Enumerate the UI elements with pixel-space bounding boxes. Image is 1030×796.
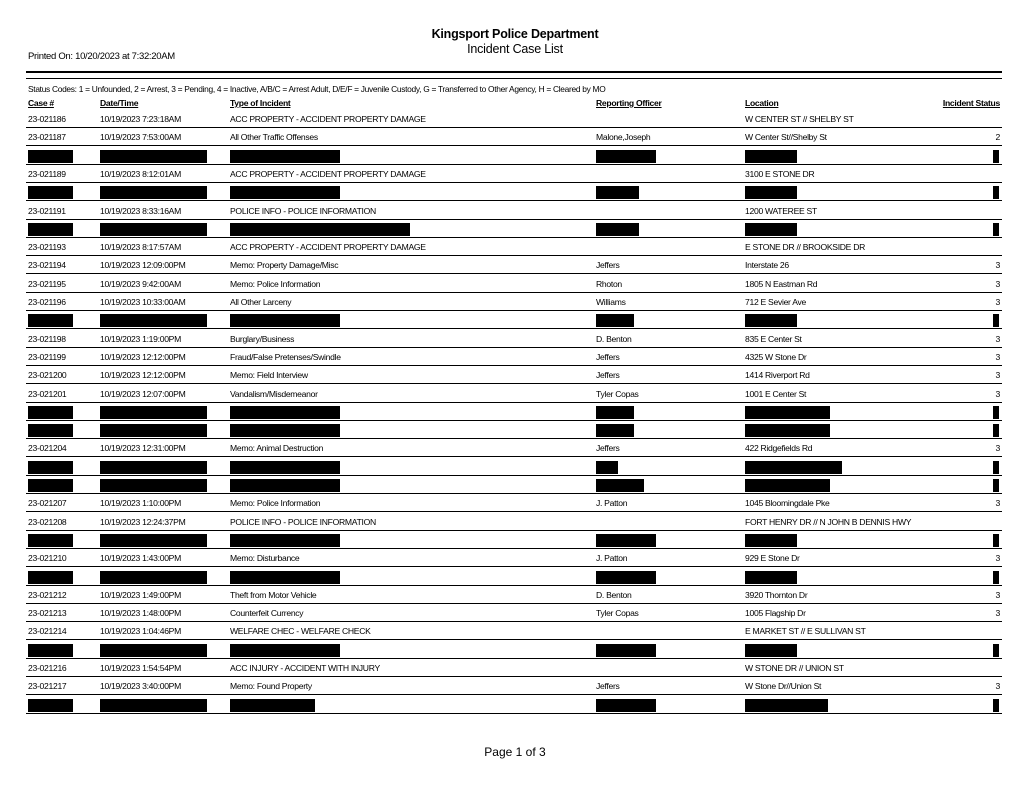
incident-type: All Other Larceny — [230, 297, 292, 307]
incident-datetime: 10/19/2023 3:40:00PM — [100, 681, 181, 692]
incident-status: 3 — [995, 681, 1000, 692]
incident-datetime: 10/19/2023 1:43:00PM — [100, 553, 181, 564]
table-row — [0, 128, 1030, 146]
redaction-bar — [230, 479, 340, 492]
incident-location: 3920 Thornton Dr — [745, 589, 808, 600]
redacted-row — [0, 458, 1030, 476]
redaction-bar — [993, 424, 999, 437]
redaction-bar — [745, 150, 797, 163]
table-row — [0, 659, 1030, 677]
column-header-datetime: Date/Time — [100, 98, 139, 108]
reporting-officer: Malone,Joseph — [596, 132, 651, 143]
redaction-bar — [745, 223, 797, 236]
incident-type: WELFARE CHEC - WELFARE CHECK — [230, 626, 371, 637]
redaction-bar — [745, 424, 830, 437]
redaction-bar — [993, 186, 999, 199]
redaction-bar — [28, 479, 73, 492]
case-number: 23-021195 — [28, 278, 66, 289]
incident-datetime: 10/19/2023 8:17:57AM — [100, 242, 181, 253]
table-row — [0, 165, 1030, 183]
incident-status: 3 — [995, 297, 1000, 307]
redacted-row — [0, 421, 1030, 439]
redaction-bar — [745, 534, 797, 547]
incident-location: E MARKET ST // E SULLIVAN ST — [745, 626, 866, 637]
table-row — [0, 439, 1030, 457]
redaction-bar — [28, 461, 73, 474]
redaction-bar — [993, 406, 999, 419]
redaction-bar — [230, 699, 315, 712]
redaction-bar — [745, 479, 830, 492]
redaction-bar — [100, 424, 207, 437]
redaction-bar — [28, 150, 73, 163]
incident-location: 835 E Center St — [745, 333, 802, 344]
department-title: Kingsport Police Department — [431, 27, 599, 41]
redaction-bar — [596, 534, 656, 547]
redaction-bar — [993, 223, 999, 236]
reporting-officer: Jeffers — [596, 681, 620, 692]
incident-location: 1045 Bloomingdale Pke — [745, 498, 830, 509]
incident-type: Memo: Disturbance — [230, 553, 300, 564]
redaction-bar — [230, 186, 340, 199]
incident-datetime: 10/19/2023 1:04:46PM — [100, 626, 181, 637]
incident-datetime: 10/19/2023 10:33:00AM — [100, 297, 186, 307]
incident-location: W CENTER ST // SHELBY ST — [745, 114, 854, 124]
redaction-bar — [28, 223, 73, 236]
redaction-bar — [28, 424, 73, 437]
reporting-officer: Jeffers — [596, 443, 620, 454]
redaction-bar — [28, 534, 73, 547]
redaction-bar — [100, 223, 207, 236]
incident-type: All Other Traffic Offenses — [230, 132, 318, 143]
incident-type: ACC INJURY - ACCIDENT WITH INJURY — [230, 663, 380, 673]
column-header-officer: Reporting Officer — [596, 98, 662, 108]
incident-datetime: 10/19/2023 8:12:01AM — [100, 168, 181, 179]
header-rule-thin — [26, 78, 1002, 79]
incident-datetime: 10/19/2023 7:53:00AM — [100, 132, 181, 143]
redaction-bar — [745, 461, 842, 474]
incident-status: 3 — [995, 260, 1000, 271]
case-number: 23-021193 — [28, 242, 66, 253]
redacted-row — [0, 147, 1030, 165]
table-row — [0, 275, 1030, 293]
incident-status: 3 — [995, 589, 1000, 600]
incident-datetime: 10/19/2023 1:48:00PM — [100, 608, 181, 619]
reporting-officer: J. Patton — [596, 498, 628, 509]
redaction-bar — [100, 699, 207, 712]
case-number: 23-021187 — [28, 132, 66, 143]
redaction-bar — [596, 644, 656, 657]
incident-datetime: 10/19/2023 12:12:00PM — [100, 370, 186, 381]
redaction-bar — [28, 571, 73, 584]
column-header-case: Case # — [28, 98, 54, 108]
header-rule-thick — [26, 71, 1002, 73]
incident-status: 3 — [995, 498, 1000, 509]
incident-location: W STONE DR // UNION ST — [745, 663, 844, 673]
table-row — [0, 330, 1030, 348]
redaction-bar — [596, 186, 639, 199]
incident-type: Memo: Police Information — [230, 498, 321, 509]
redaction-bar — [100, 479, 207, 492]
incident-datetime: 10/19/2023 9:42:00AM — [100, 278, 181, 289]
incident-type: ACC PROPERTY - ACCIDENT PROPERTY DAMAGE — [230, 242, 426, 253]
case-number: 23-021213 — [28, 608, 67, 619]
incident-location: 712 E Sevier Ave — [745, 297, 806, 307]
case-number: 23-021214 — [28, 626, 67, 637]
redaction-bar — [28, 406, 73, 419]
incident-location: W Stone Dr//Union St — [745, 681, 822, 692]
column-header-type: Type of Incident — [230, 98, 291, 108]
redaction-bar — [230, 424, 340, 437]
incident-datetime: 10/19/2023 12:24:37PM — [100, 516, 186, 527]
table-row — [0, 604, 1030, 622]
redaction-bar — [100, 571, 207, 584]
case-number: 23-021201 — [28, 388, 67, 399]
redacted-row — [0, 220, 1030, 238]
column-header-location: Location — [745, 98, 779, 108]
incident-datetime: 10/19/2023 8:33:16AM — [100, 205, 181, 216]
redaction-bar — [745, 699, 828, 712]
redaction-bar — [100, 406, 207, 419]
redaction-bar — [596, 406, 634, 419]
redaction-bar — [596, 314, 634, 327]
table-row — [0, 622, 1030, 640]
redaction-bar — [745, 571, 797, 584]
incident-datetime: 10/19/2023 12:09:00PM — [100, 260, 186, 271]
redaction-bar — [230, 571, 340, 584]
redaction-bar — [28, 314, 73, 327]
reporting-officer: Rhoton — [596, 278, 622, 289]
redaction-bar — [100, 186, 207, 199]
incident-status: 3 — [995, 351, 1000, 362]
redaction-bar — [745, 406, 830, 419]
incident-status: 3 — [995, 370, 1000, 381]
redaction-bar — [230, 534, 340, 547]
redaction-bar — [230, 314, 340, 327]
incident-type: Burglary/Business — [230, 333, 295, 344]
redaction-bar — [745, 186, 797, 199]
incident-type: Memo: Police Information — [230, 278, 321, 289]
reporting-officer: D. Benton — [596, 333, 632, 344]
redaction-bar — [230, 150, 340, 163]
redacted-row — [0, 476, 1030, 494]
row-divider — [26, 713, 1002, 714]
case-number: 23-021194 — [28, 260, 66, 271]
incident-type: POLICE INFO - POLICE INFORMATION — [230, 205, 376, 216]
redaction-bar — [230, 644, 340, 657]
table-row — [0, 238, 1030, 256]
reporting-officer: J. Patton — [596, 553, 628, 564]
table-row — [0, 494, 1030, 512]
case-number: 23-021186 — [28, 114, 66, 124]
case-number: 23-021196 — [28, 297, 66, 307]
table-row — [0, 110, 1030, 128]
redaction-bar — [28, 644, 73, 657]
incident-datetime: 10/19/2023 7:23:18AM — [100, 114, 181, 124]
redaction-bar — [993, 314, 999, 327]
case-number: 23-021189 — [28, 168, 66, 179]
case-number: 23-021208 — [28, 516, 67, 527]
incident-location: 1414 Riverport Rd — [745, 370, 810, 381]
case-number: 23-021212 — [28, 589, 67, 600]
redaction-bar — [230, 223, 410, 236]
incident-location: FORT HENRY DR // N JOHN B DENNIS HWY — [745, 516, 912, 527]
table-row — [0, 385, 1030, 403]
case-number: 23-021216 — [28, 663, 67, 673]
incident-status: 3 — [995, 443, 1000, 454]
redaction-bar — [100, 534, 207, 547]
redaction-bar — [596, 699, 656, 712]
table-row — [0, 513, 1030, 531]
incident-location: 4325 W Stone Dr — [745, 351, 807, 362]
incident-datetime: 10/19/2023 12:31:00PM — [100, 443, 186, 454]
reporting-officer: Williams — [596, 297, 626, 307]
incident-type: ACC PROPERTY - ACCIDENT PROPERTY DAMAGE — [230, 168, 426, 179]
case-number: 23-021199 — [28, 351, 66, 362]
incident-datetime: 10/19/2023 1:19:00PM — [100, 333, 181, 344]
status-codes-legend: Status Codes: 1 = Unfounded, 2 = Arrest, 3 = Pending, 4 = Inactive, A/B/C = Arrest Adult, D/E/F = Juvenile Custody, G = Transferred to Other Agency, H = Cleared by MO — [28, 84, 606, 94]
incident-location: 422 Ridgefields Rd — [745, 443, 813, 454]
incident-datetime: 10/19/2023 12:12:00PM — [100, 351, 186, 362]
incident-location: 1005 Flagship Dr — [745, 608, 806, 619]
table-row — [0, 586, 1030, 604]
redacted-row — [0, 696, 1030, 714]
incident-status: 3 — [995, 333, 1000, 344]
incident-status: 2 — [995, 132, 1000, 143]
case-number: 23-021198 — [28, 333, 66, 344]
redaction-bar — [100, 461, 207, 474]
redacted-row — [0, 311, 1030, 329]
incident-status: 3 — [995, 278, 1000, 289]
redaction-bar — [745, 644, 797, 657]
reporting-officer: Jeffers — [596, 370, 620, 381]
incident-type: Memo: Field Interview — [230, 370, 308, 381]
incident-location: 1200 WATEREE ST — [745, 205, 817, 216]
redacted-row — [0, 403, 1030, 421]
incident-datetime: 10/19/2023 1:10:00PM — [100, 498, 181, 509]
redaction-bar — [993, 461, 999, 474]
incident-datetime: 10/19/2023 1:49:00PM — [100, 589, 181, 600]
case-number: 23-021191 — [28, 205, 66, 216]
column-header-status: Incident Status — [942, 98, 1000, 108]
incident-datetime: 10/19/2023 1:54:54PM — [100, 663, 181, 673]
incident-type: Vandalism/Misdemeanor — [230, 388, 318, 399]
redaction-bar — [596, 223, 639, 236]
redaction-bar — [100, 150, 207, 163]
redaction-bar — [100, 644, 207, 657]
reporting-officer: Tyler Copas — [596, 388, 639, 399]
redaction-bar — [993, 644, 999, 657]
redaction-bar — [100, 314, 207, 327]
case-number: 23-021200 — [28, 370, 67, 381]
case-number: 23-021204 — [28, 443, 67, 454]
redaction-bar — [28, 699, 73, 712]
page-number: Page 1 of 3 — [484, 745, 546, 759]
redaction-bar — [993, 571, 999, 584]
incident-status: 3 — [995, 608, 1000, 619]
reporting-officer: Tyler Copas — [596, 608, 639, 619]
redaction-bar — [993, 150, 999, 163]
incident-location: 929 E Stone Dr — [745, 553, 800, 564]
case-number: 23-021217 — [28, 681, 67, 692]
redacted-row — [0, 641, 1030, 659]
incident-location: W Center St//Shelby St — [745, 132, 827, 143]
table-row — [0, 348, 1030, 366]
table-row — [0, 293, 1030, 311]
case-number: 23-021210 — [28, 553, 67, 564]
redacted-row — [0, 568, 1030, 586]
incident-type: Memo: Found Property — [230, 681, 312, 692]
incident-status: 3 — [995, 388, 1000, 399]
incident-type: Memo: Animal Destruction — [230, 443, 324, 454]
incident-type: Theft from Motor Vehicle — [230, 589, 317, 600]
redaction-bar — [596, 461, 618, 474]
redaction-bar — [596, 150, 656, 163]
redaction-bar — [993, 699, 999, 712]
redaction-bar — [230, 461, 340, 474]
incident-type: Fraud/False Pretenses/Swindle — [230, 351, 341, 362]
incident-location: E STONE DR // BROOKSIDE DR — [745, 242, 866, 253]
table-row — [0, 366, 1030, 384]
printed-on-timestamp: Printed On: 10/20/2023 at 7:32:20AM — [28, 51, 175, 62]
incident-type: Counterfeit Currency — [230, 608, 304, 619]
report-subtitle: Incident Case List — [467, 42, 563, 56]
incident-type: Memo: Property Damage/Misc — [230, 260, 339, 271]
table-row — [0, 256, 1030, 274]
redaction-bar — [745, 314, 797, 327]
reporting-officer: D. Benton — [596, 589, 632, 600]
incident-type: POLICE INFO - POLICE INFORMATION — [230, 516, 376, 527]
incident-location: 3100 E STONE DR — [745, 168, 815, 179]
incident-location: 1805 N Eastman Rd — [745, 278, 818, 289]
reporting-officer: Jeffers — [596, 260, 620, 271]
redaction-bar — [596, 424, 634, 437]
redacted-row — [0, 183, 1030, 201]
redaction-bar — [596, 571, 656, 584]
case-number: 23-021207 — [28, 498, 67, 509]
redaction-bar — [596, 479, 644, 492]
incident-type: ACC PROPERTY - ACCIDENT PROPERTY DAMAGE — [230, 114, 426, 124]
incident-location: 1001 E Center St — [745, 388, 807, 399]
redaction-bar — [28, 186, 73, 199]
table-row — [0, 202, 1030, 220]
incident-status: 3 — [995, 553, 1000, 564]
redaction-bar — [993, 479, 999, 492]
table-row — [0, 549, 1030, 567]
table-row — [0, 677, 1030, 695]
incident-location: Interstate 26 — [745, 260, 789, 271]
redaction-bar — [230, 406, 340, 419]
reporting-officer: Jeffers — [596, 351, 620, 362]
incident-datetime: 10/19/2023 12:07:00PM — [100, 388, 186, 399]
redacted-row — [0, 531, 1030, 549]
redaction-bar — [993, 534, 999, 547]
